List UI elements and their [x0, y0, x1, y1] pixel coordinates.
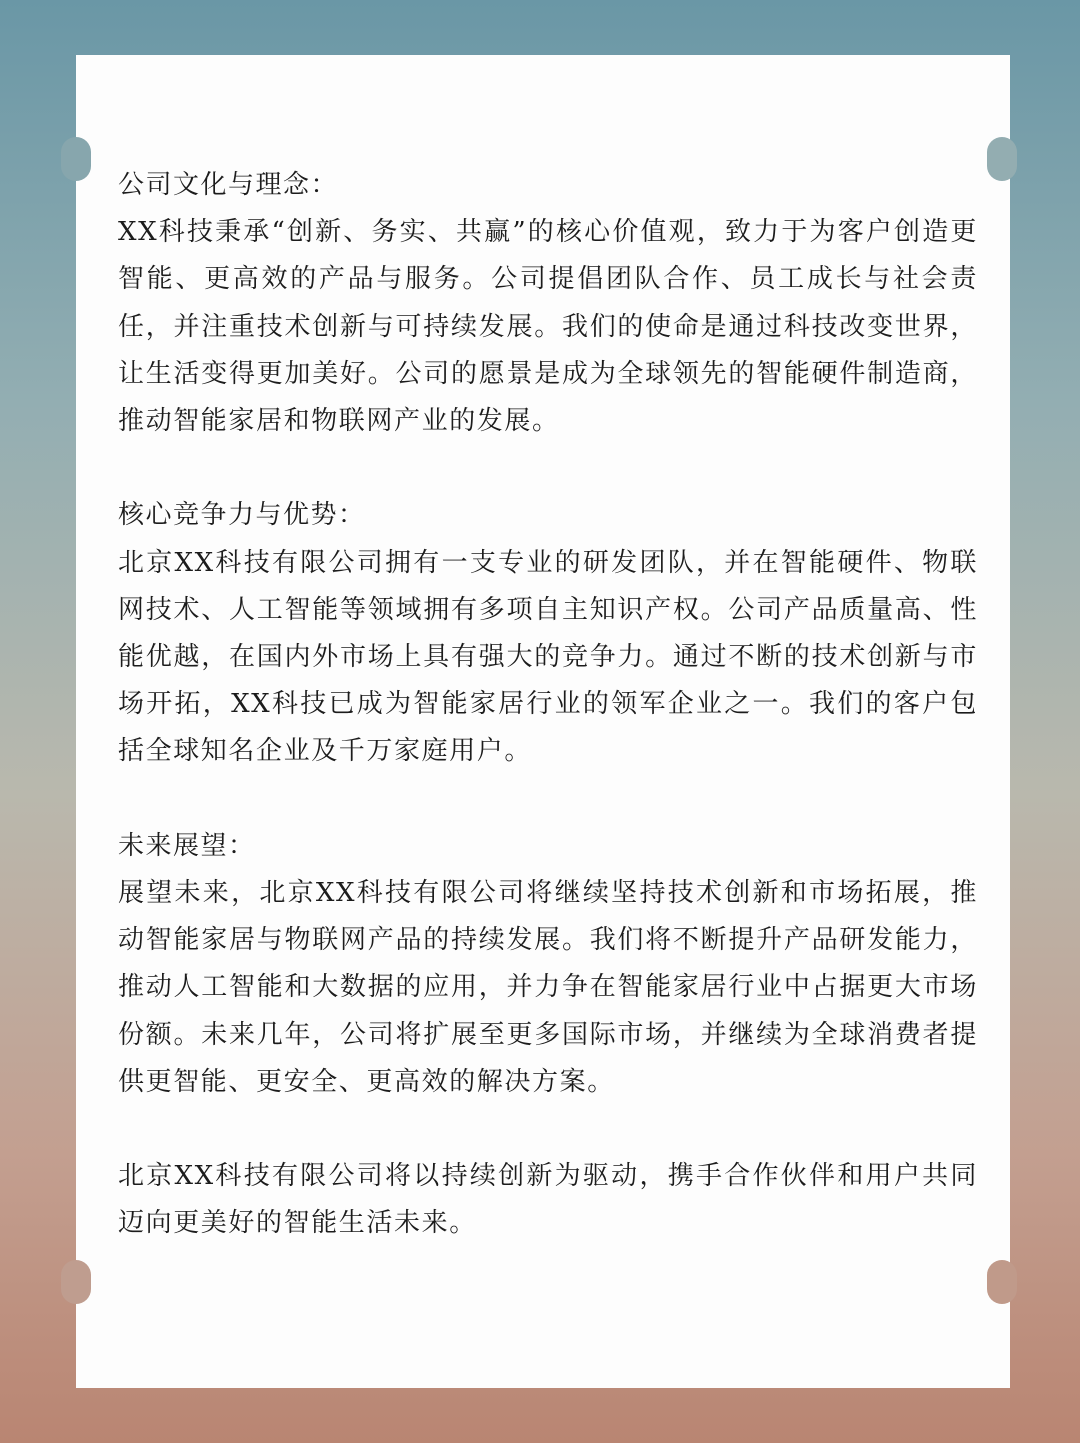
section-body: 北京XX科技有限公司拥有一支专业的研发团队，并在智能硬件、物联网技术、人工智能等领域拥有多项自主知识产权。公司产品质量高、性能优越，在国内外市场上具有强大的竞争力。通过不断的技术创新与市场开拓，XX科技已成为智能家居行业的领军企业之一。我们的客户包括全球知名企业及千万家庭用户。 [118, 547, 978, 767]
ticket-notch-left-top [61, 137, 91, 181]
ticket-notch-left-bottom [61, 1260, 91, 1304]
section-future-outlook [118, 823, 978, 1106]
section-company-culture [118, 162, 978, 445]
section-heading: 公司文化与理念： [118, 170, 339, 200]
section-core-competitiveness [118, 492, 978, 775]
document-content [118, 162, 978, 1295]
section-heading: 未来展望： [118, 830, 256, 861]
section-body: XX科技秉承“创新、务实、共赢”的核心价值观，致力于为客户创造更智能、更高效的产品与服务。公司提倡团队合作、员工成长与社会责任，并注重技术创新与可持续发展。我们的使命是通过科技改变世界，让生活变得更加美好。公司的愿景是成为全球领先的智能硬件制造商，推动智能家居和物联网产业的发展。 [118, 217, 978, 437]
ticket-notch-right-top [987, 137, 1017, 181]
section-closing [118, 1153, 978, 1247]
ticket-notch-right-bottom [987, 1260, 1017, 1304]
closing-paragraph: 北京XX科技有限公司将以持续创新为驱动，携手合作伙伴和用户共同迈向更美好的智能生活未来。 [118, 1161, 978, 1239]
section-body: 展望未来，北京XX科技有限公司将继续坚持技术创新和市场拓展，推动智能家居与物联网产品的持续发展。我们将不断提升产品研发能力，推动人工智能和大数据的应用，并力争在智能家居行业中占据更大市场份额。未来几年，公司将扩展至更多国际市场，并继续为全球消费者提供更智能、更安全、更高效的解决方案。 [118, 878, 978, 1097]
section-heading: 核心竞争力与优势： [118, 500, 366, 531]
